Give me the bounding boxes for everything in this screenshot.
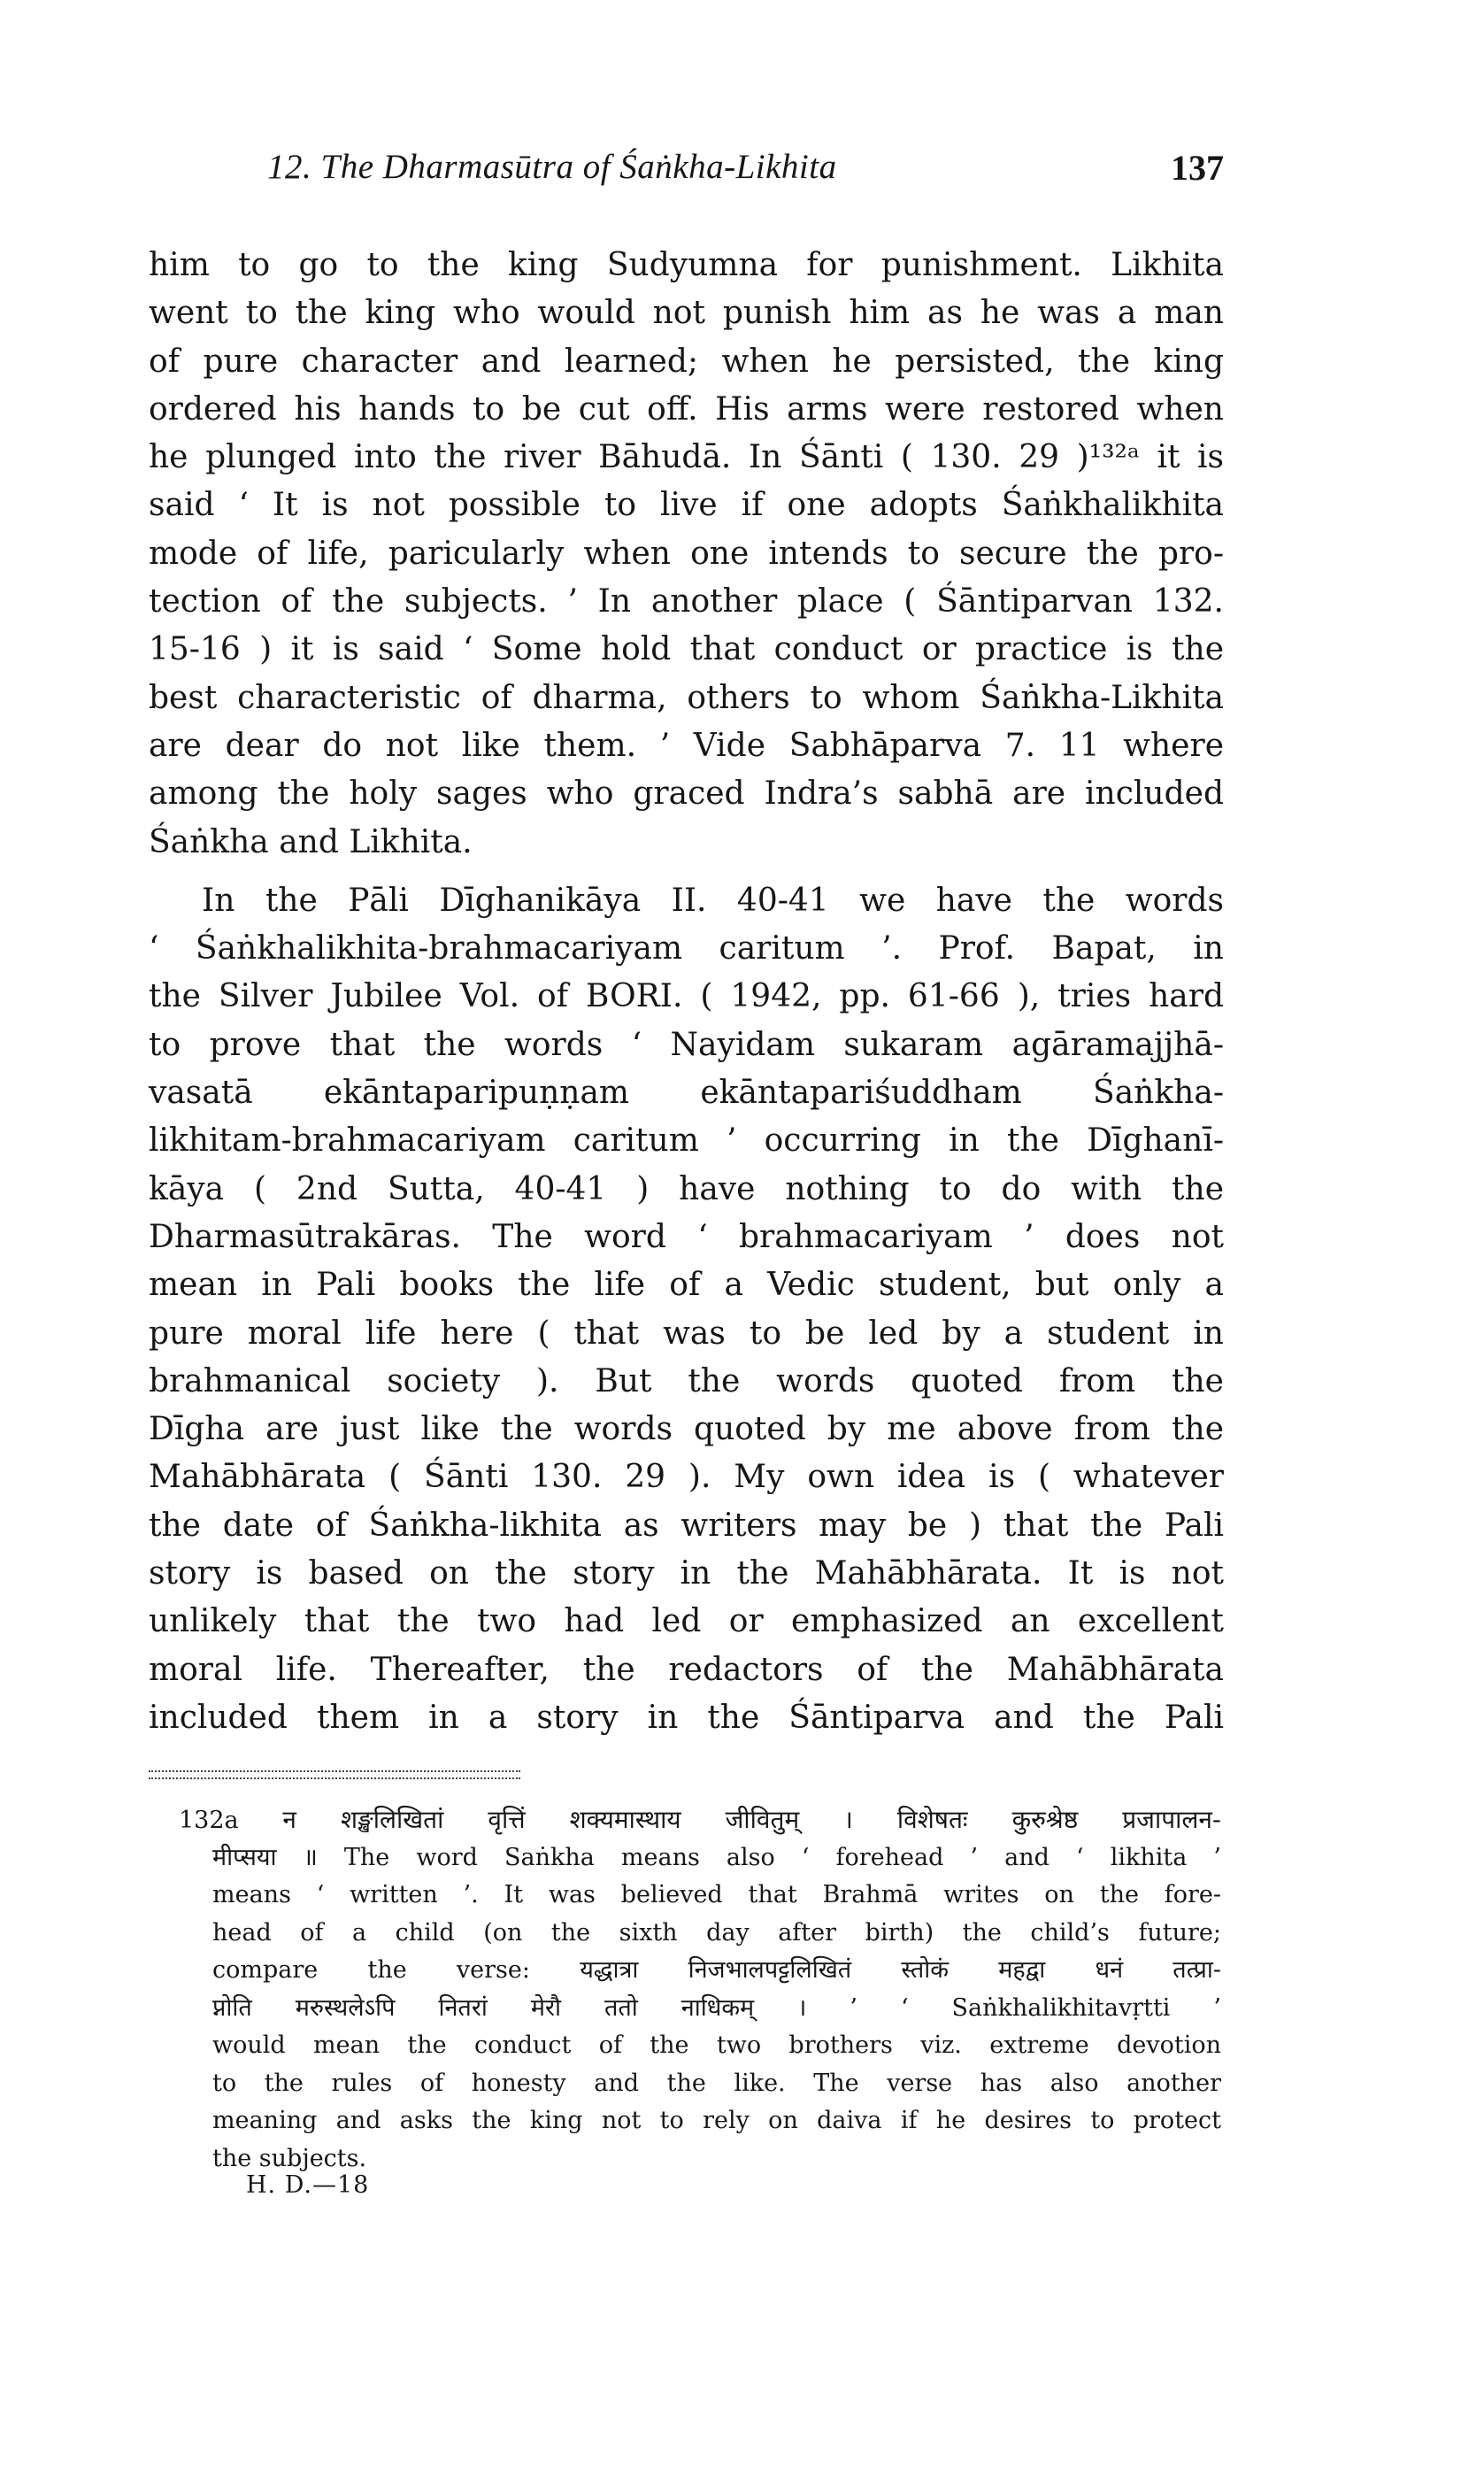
text-line: Dharmasūtrakāras. The word ‘ brahmacariyam ’ does not — [149, 1218, 1224, 1255]
text-line: included them in a story in the Śāntiparva and the Pali — [149, 1699, 1224, 1736]
footnote-line: to the rules of honesty and the like. The verse has also another — [212, 2069, 1221, 2097]
text-line: mean in Pali books the life of a Vedic student, but only a — [149, 1267, 1224, 1304]
footnote-line: मीप्सया ॥ The word Saṅkha means also ‘ forehead ’ and ‘ likhita ’ — [212, 1843, 1221, 1871]
text-line: went to the king who would not punish him as he was a man — [149, 295, 1224, 332]
text-line: tection of the subjects. ’ In another place ( Śāntiparvan 132. — [149, 583, 1224, 621]
footnote-line: means ‘ written ’. It was believed that Brahmā writes on the fore- — [212, 1881, 1221, 1908]
footnote-line: would mean the conduct of the two brothers viz. extreme devotion — [212, 2031, 1221, 2059]
signature-mark: H. D.—18 — [246, 2171, 370, 2199]
text-line: of pure character and learned; when he persisted, the king — [149, 343, 1224, 380]
paragraph — [149, 877, 1224, 1742]
footnote-divider — [149, 1770, 520, 1779]
text-line: ordered his hands to be cut off. His arms were restored when — [149, 390, 1224, 428]
text-line: said ‘ It is not possible to live if one adopts Śaṅkhalikhita — [149, 487, 1224, 524]
text-line: 15-16 ) it is said ‘ Some hold that conduct or practice is the — [149, 631, 1224, 668]
text-line: Śaṅkha and Likhita. — [149, 823, 473, 860]
text-line: mode of life, paricularly when one intends to secure the pro- — [149, 535, 1224, 572]
text-line: moral life. Thereafter, the redactors of the Mahābhārata — [149, 1651, 1224, 1688]
text-line: among the holy sages who graced Indra’s sabhā are included — [149, 775, 1224, 813]
footnote-line: the subjects. — [212, 2144, 367, 2172]
text-line: brahmanical society ). But the words quoted from the — [149, 1362, 1224, 1399]
text-line: ‘ Śaṅkhalikhita-brahmacariyam caritum ’. Prof. Bapat, in — [149, 930, 1224, 968]
text-line: to prove that the words ‘ Nayidam sukaram agāramajjhā- — [149, 1026, 1224, 1063]
text-line: the Silver Jubilee Vol. of BORI. ( 1942, pp. 61-66 ), tries hard — [149, 978, 1224, 1015]
text-line: best characteristic of dharma, others to whom Śaṅkha-Likhita — [149, 679, 1224, 716]
text-line: kāya ( 2nd Sutta, 40-41 ) have nothing to do with the — [149, 1170, 1224, 1207]
text-line: story is based on the story in the Mahābhārata. It is not — [149, 1555, 1224, 1592]
text-line: unlikely that the two had led or emphasized an excellent — [149, 1603, 1224, 1640]
footnote-line: meaning and asks the king not to rely on daiva if he desires to protect — [212, 2107, 1221, 2134]
footnote-line: head of a child (on the sixth day after birth) the child’s future; — [212, 1918, 1221, 1947]
footnote-line — [179, 1801, 1221, 1839]
page-header — [149, 142, 1224, 195]
running-title: 12. The Dharmasūtra of Śaṅkha-Likhita — [267, 148, 837, 186]
paragraph-gap — [149, 867, 1224, 877]
text-line: In the Pāli Dīghanikāya II. 40-41 we have the words — [202, 882, 1224, 919]
text-line: Dīgha are just like the words quoted by me above from the — [149, 1411, 1224, 1448]
text-line: he plunged into the river Bāhudā. In Śānti ( 130. 29 )¹³²ᵃ it is — [149, 439, 1224, 476]
paragraph — [149, 242, 1224, 867]
text-line: the date of Śaṅkha-likhita as writers may be ) that the Pali — [149, 1507, 1224, 1544]
text-line: likhitam-brahmacariyam caritum ’ occurring in the Dīghanī- — [149, 1122, 1224, 1160]
footnote-line: प्नोति मरुस्थलेऽपि नितरां मेरौ ततो नाधिकम् । ’ ‘ Saṅkhalikhitavṛtti ’ — [212, 1993, 1221, 2022]
footnote-marker: 132a — [179, 1807, 239, 1834]
text-line: Mahābhārata ( Śānti 130. 29 ). My own idea is ( whatever — [149, 1459, 1224, 1496]
page-number: 137 — [1171, 148, 1224, 188]
main-text — [149, 242, 1224, 1742]
text-line: him to go to the king Sudyumna for punishment. Likhita — [149, 247, 1224, 283]
footnote-sanskrit: न शङ्खलिखितां वृत्तिं शक्यमास्थाय जीवितुम् । विशेषतः कुरुश्रेष्ठ प्रजापालन- — [282, 1805, 1221, 1834]
footnote — [179, 1801, 1221, 2178]
footnote-line: compare the verse: यद्धात्रा निजभालपट्टलिखितं स्तोकं महद्वा धनं तत्प्रा- — [212, 1956, 1221, 1984]
text-line: pure moral life here ( that was to be led by a student in — [149, 1314, 1224, 1352]
text-line: are dear do not like them. ’ Vide Sabhāparva 7. 11 where — [149, 727, 1224, 764]
text-line: vasatā ekāntaparipuṇṇam ekāntapariśuddham Śaṅkha- — [149, 1075, 1224, 1112]
